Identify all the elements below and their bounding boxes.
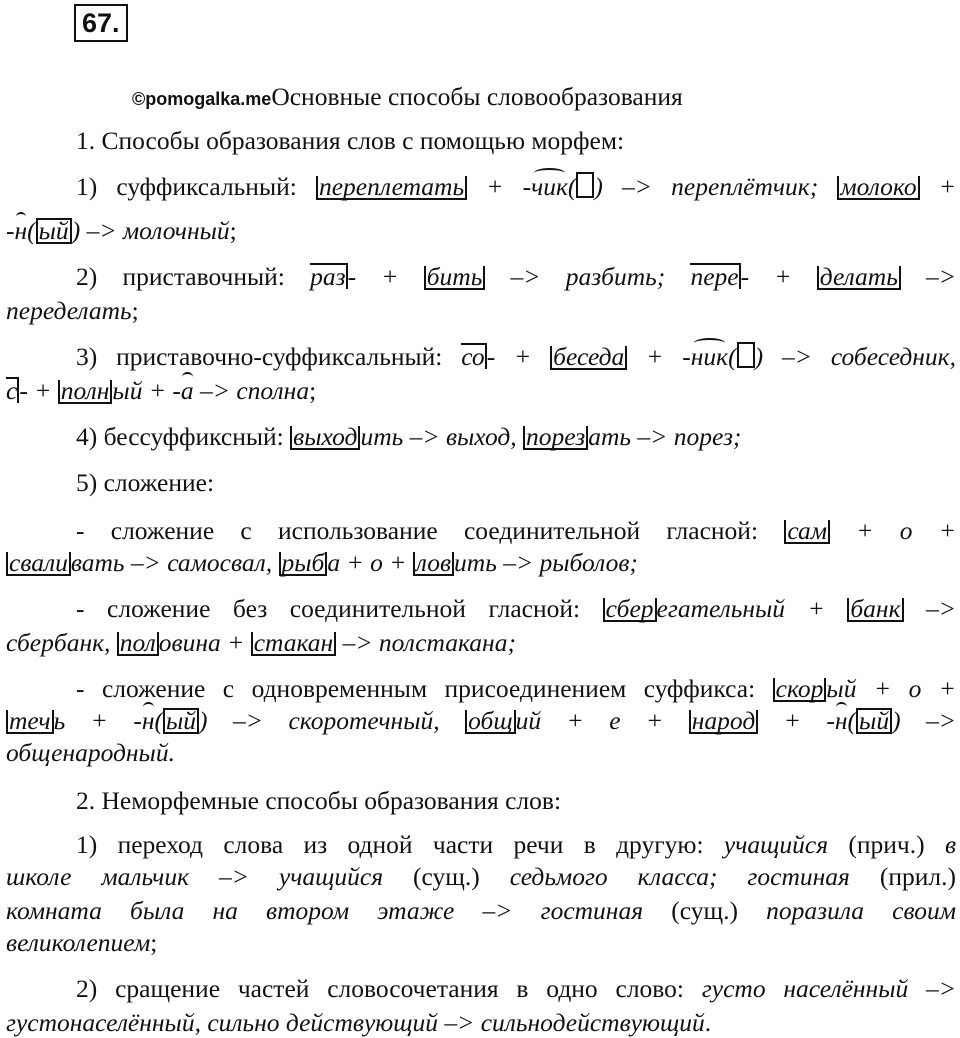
root-mark: лов [413, 552, 454, 576]
compounding-2-line-1: - сложение без соединительной гласной: сбер егательный + банк –> [76, 594, 956, 623]
transition-line-3: комната была на втором этаже –> гостиная (сущ.) поразила своим [6, 896, 956, 925]
suffix-mark: н [141, 706, 155, 735]
fusion-line-2: густонаселённый, сильно действующий –> сильнодействующий. [6, 1008, 712, 1037]
compounding-3-line-3: общенародный. [6, 738, 175, 767]
prefix-mark: пере [690, 262, 739, 291]
transition-line-4: великолепием; [6, 928, 158, 957]
root-mark: порез [523, 426, 588, 450]
prefix-suffixal-line-2: с- + полн ый + -а –> сполна; [6, 376, 317, 405]
root-mark: сам [784, 520, 830, 544]
compounding-1-line-1: - сложение с использование соединительной гласной: сам + о + [76, 516, 957, 545]
compounding-2-line-2: сбербанк, пол овина + стакан –> полстакана; [6, 628, 516, 657]
root-mark: полн [58, 380, 113, 404]
suffix-mark: н [834, 706, 848, 735]
exercise-number: 67. [74, 4, 128, 42]
title-text: Основные способы словообразования [271, 82, 683, 111]
root-mark: свали [6, 552, 71, 576]
fusion-line-1: 2) сращение частей словосочетания в одно слово: густо населённый –> [76, 974, 957, 1003]
prefixal-line-2: переделать; [6, 296, 139, 325]
root-mark: пол [117, 632, 159, 656]
section-2-heading: 2. Неморфемные способы образования слов: [76, 786, 562, 815]
nonsuffixal-line: 4) бессуффиксный: выход ить –> выход, порез ать –> порез; [76, 422, 742, 451]
root-mark: переплетать [316, 176, 467, 200]
suffix-mark: н [14, 216, 28, 245]
prefixal-line-1: 2) приставочный: раз- + бить –> разбить; пере- + делать –> [76, 262, 957, 291]
ending-mark: ый [163, 708, 199, 734]
prefix-mark: с [6, 376, 18, 405]
transition-line-2: школе мальчик –> учащийся (сущ.) седьмого класса; гостиная (прил.) [6, 862, 956, 891]
root-mark: банк [847, 598, 903, 622]
suffix-mark: чик [531, 172, 568, 201]
root-mark: бить [424, 266, 486, 290]
compounding-heading: 5) сложение: [76, 468, 215, 497]
root-mark: беседа [550, 346, 627, 370]
root-mark: скор [773, 678, 827, 702]
suffix-mark: ник [690, 342, 729, 371]
prefix-mark: со [461, 342, 485, 371]
root-mark: выход [290, 426, 360, 450]
suffix-mark: а [180, 376, 194, 405]
suffixal-line-1: 1) суффиксальный: переплетать + -чик( ) –> переплётчик; молоко + [76, 172, 956, 201]
root-mark: рыб [279, 552, 328, 576]
suffixal-line-2: -н( ый ) –> молочный; [6, 216, 237, 245]
zero-ending-mark [737, 342, 755, 368]
root-mark: молоко [837, 176, 919, 200]
ending-mark: ый [856, 708, 892, 734]
root-mark: сбер [603, 598, 657, 622]
watermark: ©pomogalka.me [132, 89, 272, 109]
compounding-3-line-2: теч ь + -н( ый ) –> скоротечный, общ ий + е + народ + -н( ый ) –> [6, 706, 956, 736]
root-mark: теч [6, 710, 54, 734]
root-mark: делать [817, 266, 901, 290]
ending-mark: ый [36, 218, 72, 244]
compounding-1-line-2: свали вать –> самосвал, рыб а + о + лов ить –> рыболов; [6, 548, 956, 578]
prefix-suffixal-line-1: 3) приставочно-суффиксальный: со- + беседа + -ник( ) –> собеседник, [76, 342, 956, 371]
root-mark: стакан [251, 632, 337, 656]
section-1-heading: 1. Способы образования слов с помощью морфем: [76, 126, 625, 155]
transition-line-1: 1) переход слова из одной части речи в другую: учащийся (прич.) в [76, 830, 957, 859]
zero-ending-mark [576, 172, 594, 198]
root-mark: общ [465, 710, 516, 734]
page-title [132, 82, 683, 114]
root-mark: народ [689, 710, 758, 734]
prefix-mark: раз [310, 262, 346, 291]
compounding-3-line-1: - сложение с одновременным присоединением суффикса: скор ый + о + [76, 674, 957, 703]
